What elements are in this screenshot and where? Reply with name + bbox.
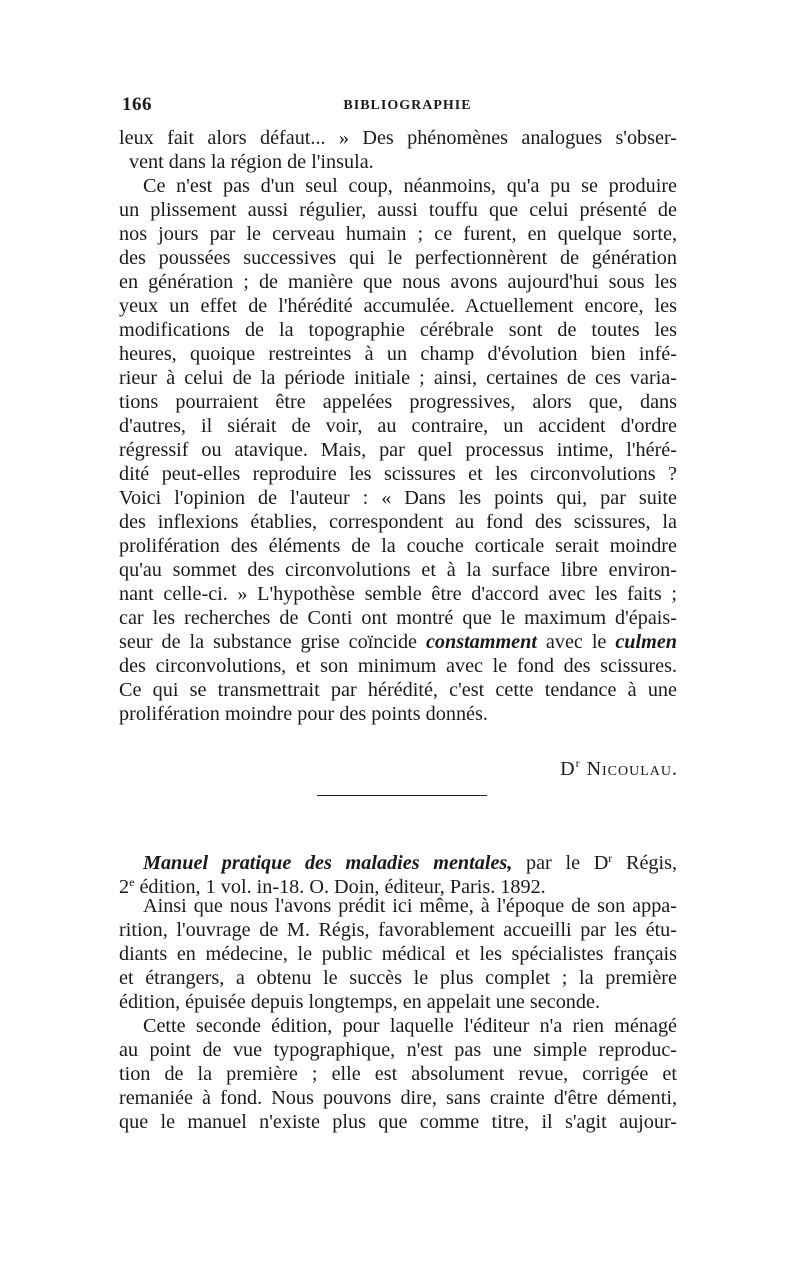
text-line: des circonvolutions, et son minimum avec le fond des scissures. [119,655,677,677]
text-line: régressif ou atavique. Mais, par quel processus intime, l'héré- [119,439,677,461]
text-line: un plissement aussi régulier, aussi touffu que celui présenté de [119,199,677,221]
text-line: Ainsi que nous l'avons prédit ici même, à l'époque de son appa- [143,895,677,917]
text-run: Régis, [612,852,678,874]
signature-title: D [560,758,576,780]
text-line: des inflexions établies, correspondent au fond des scissures, la [119,511,677,533]
text-line: car les recherches de Conti ont montré que le maximum d'épais- [119,607,677,629]
text-line: prolifération des éléments de la couche corticale serait moindre [119,535,677,557]
text-line: édition, épuisée depuis longtemps, en appelait une seconde. [119,991,601,1013]
emphasis: culmen [615,631,678,653]
text-line: vent dans la région de l'insula. [129,151,374,173]
text-run: édition, 1 vol. in-18. O. Doin, éditeur, Paris. 1892. [134,876,546,898]
text-line: que le manuel n'existe plus que comme titre, il s'agit aujour- [119,1111,677,1133]
text-line: tions pourraient être appelées progressives, alors que, dans [119,391,677,413]
text-line: prolifération moindre pour des points donnés. [119,703,488,725]
text-line: dité peut-elles reproduire les scissures et les circonvolutions ? [119,463,677,485]
signature [560,756,678,781]
text-line: leux fait alors défaut... » Des phénomènes analogues s'obser- [119,127,677,149]
text-line [119,630,677,654]
text-line: yeux un effet de l'hérédité accumulée. Actuellement encore, les [119,295,677,317]
text-line: en génération ; de manière que nous avons aujourd'hui sous les [119,271,677,293]
text-line: Ce qui se transmettrait par hérédité, c'est cette tendance à une [119,679,677,701]
section-divider [317,795,487,796]
text-line: qu'au sommet des circonvolutions et à la surface libre environ- [119,559,677,581]
signature-superscript: r [575,756,581,770]
text-line: Cette seconde édition, pour laquelle l'éditeur n'a rien ménagé [143,1015,677,1037]
text-line: remaniée à fond. Nous pouvons dire, sans crainte d'être démenti, [119,1087,677,1109]
text-run: par le D [512,852,609,874]
text-line: diants en médecine, le public médical et les spécialistes français [119,943,677,965]
text-line: et étrangers, a obtenu le succès le plus complet ; la première [119,967,677,989]
superscript: e [129,875,135,889]
text-line: rition, l'ouvrage de M. Régis, favorablement accueilli par les étu- [119,919,677,941]
emphasis: constamment [425,631,537,653]
running-head: BIBLIOGRAPHIE [343,98,472,113]
text-line: Voici l'opinion de l'auteur : « Dans les points qui, par suite [119,487,677,509]
page-number: 166 [122,94,152,115]
text-run: 2 [119,876,130,898]
book-title: Manuel pratique des maladies mentales, [143,852,513,874]
text-line: des poussées successives qui le perfectionnèrent de génération [119,247,677,269]
text-line: modifications de la topographie cérébrale sont de toutes les [119,319,677,341]
text-run: avec le [536,631,616,653]
text-line: tion de la première ; elle est absolument revue, corrigée et [119,1063,677,1085]
text-line: rieur à celui de la période initiale ; ainsi, certaines de ces varia- [119,367,677,389]
text-line: d'autres, il siérait de voir, au contraire, un accident d'ordre [119,415,677,437]
text-line: nos jours par le cerveau humain ; ce furent, en quelque sorte, [119,223,677,245]
text-line: Ce n'est pas d'un seul coup, néanmoins, qu'a pu se produire [143,175,677,197]
superscript: r [608,851,613,865]
text-line: nant celle-ci. » L'hypothèse semble être d'accord avec les faits ; [119,583,677,605]
text-line: au point de vue typographique, n'est pas une simple reproduc- [119,1039,677,1061]
text-run: seur de la substance grise coïncide [119,631,426,653]
signature-name: Nicoulau. [586,758,678,780]
text-line: heures, quoique restreintes à un champ d'évolution bien infé- [119,343,677,365]
